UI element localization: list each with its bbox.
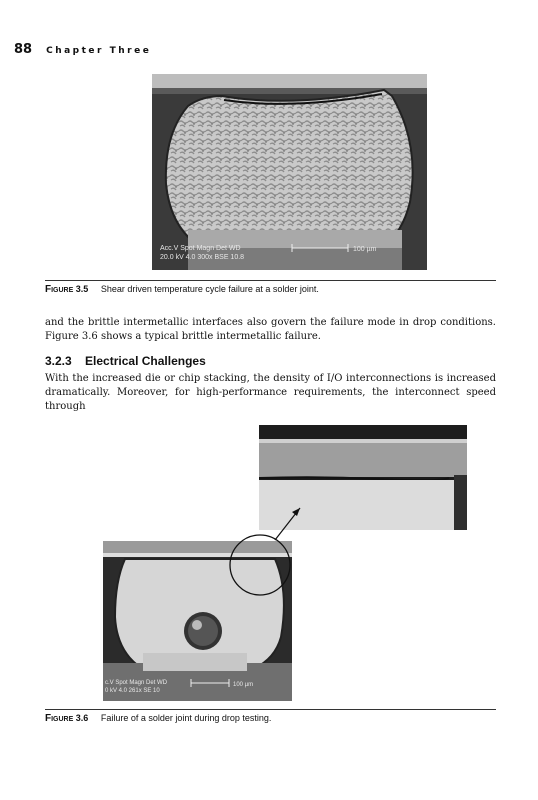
interface-crack-image: [259, 425, 467, 530]
caption-text: Failure of a solder joint during drop testing.: [100, 713, 272, 723]
caption-rule-3-6: [45, 709, 496, 710]
figure-3-6-inset-micrograph: [259, 425, 467, 530]
page-number: 88: [14, 42, 33, 57]
figure-3-5-micrograph: [152, 74, 427, 270]
caption-number: 3.6: [75, 713, 89, 723]
scalebar-text-1: Acc.V Spot Magn Det WD: [160, 245, 241, 252]
running-header: [14, 42, 151, 58]
figure-3-5-caption: [45, 284, 319, 295]
caption-number: 3.5: [75, 284, 89, 294]
section-number: 3.2.3: [45, 354, 72, 368]
scalebar-text-2: 0 kV 4.0 261x SE 10: [105, 688, 160, 694]
chapter-title: Chapter Three: [46, 46, 152, 56]
caption-label: Figure: [45, 713, 74, 724]
caption-rule-3-5: [45, 280, 496, 281]
figure-3-6-caption: [45, 713, 271, 724]
drop-test-joint-image: [103, 541, 292, 701]
scalebar-length: 100 µm: [353, 246, 377, 253]
scalebar-text-1: c.V Spot Magn Det WD: [105, 680, 168, 686]
solder-joint-sem-image: [152, 74, 427, 270]
paragraph-2: With the increased die or chip stacking, the density of I/O interconnections is increased dramatically. Moreover, for high-performance requirements, the interconnect speed through: [45, 373, 496, 412]
figure-3-6-micrograph: [103, 541, 292, 701]
paragraph-1: and the brittle intermetallic interfaces also govern the failure mode in drop conditions. Figure 3.6 shows a typical brittle intermetallic failure.: [45, 317, 496, 342]
scalebar-text-2: 20.0 kV 4.0 300x BSE 10.8: [160, 254, 245, 261]
section-title: Electrical Challenges: [85, 354, 206, 368]
caption-text: Shear driven temperature cycle failure at a solder joint.: [100, 284, 319, 294]
scalebar-length: 100 µm: [233, 682, 254, 688]
section-heading: [45, 354, 206, 368]
caption-label: Figure: [45, 284, 74, 295]
